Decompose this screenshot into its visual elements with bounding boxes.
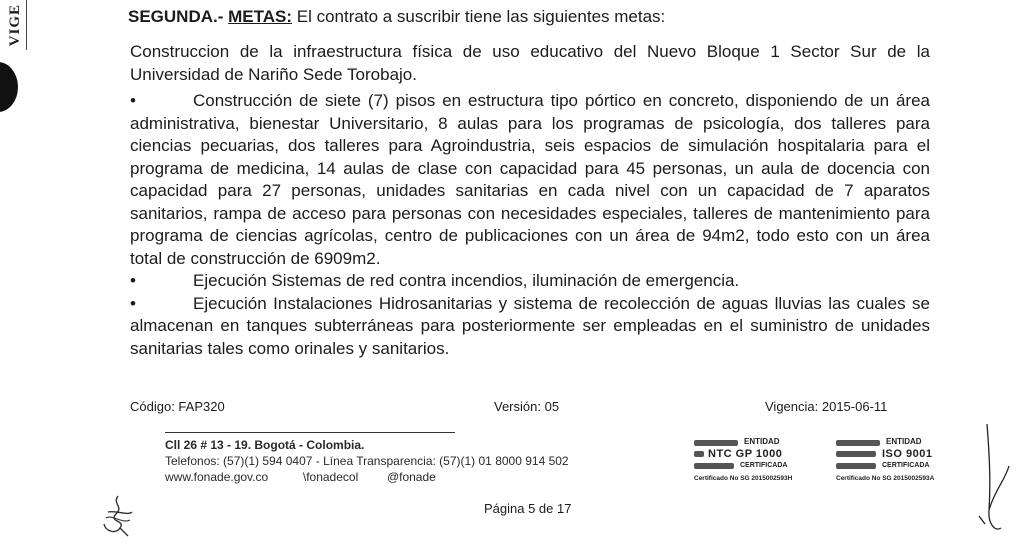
goal-item-3: [130, 293, 930, 361]
seal-logo-bar: [694, 463, 734, 469]
bullet-icon: •: [130, 91, 136, 110]
seal-certificate-number: Certificado No SG 2015002593H: [694, 475, 793, 482]
goal-text-3: Ejecución Instalaciones Hidrosanitarias y sistema de recolección de aguas lluvias las cuales se almacenan en tanques subterráneas para posteriormente ser empleadas en el suministro de unidades sanitarias tales como orinales y sanitarios.: [130, 293, 930, 358]
seal-entidad: ENTIDAD: [744, 437, 780, 446]
seal-logo-bar: [836, 451, 876, 457]
goals-list: [130, 90, 930, 360]
document-validity: Vigencia: 2015-06-11: [765, 399, 888, 414]
seal-logo-bar: [836, 440, 880, 446]
seal-entidad: ENTIDAD: [886, 437, 922, 446]
margin-initials-mark: [975, 420, 1015, 540]
heading-rest: El contrato a suscribir tiene las siguientes metas:: [292, 7, 666, 26]
goal-text-1: Construcción de siete (7) pisos en estructura tipo pórtico en concreto, disponiendo de un área administrativa, bienestar Universitario, 8 aulas para los programas de psicología, dos talleres para ciencias pecuarias, dos talleres para Agroindustria, seis espacios de simulación hospitalaria para el programa de medicina, 14 aulas de clase con capacidad para 45 personas, un aula de docencia con capacidad para 27 personas, unidades sanitarias en cada nivel con un capacidad de 7 aparatos sanitarios, rampa de acceso para personas con necesidades especiales, talleres de mantenimiento para programa de ciencias agrícolas, centro de publicaciones con un área de 94m2, todo esto con un área total de construcción de 6909m2.: [130, 91, 930, 268]
seal-certificada: CERTIFICADA: [882, 462, 930, 469]
signature-mark: [98, 494, 138, 538]
website-link[interactable]: www.fonade.gov.co: [165, 470, 269, 484]
seal-logo-bar: [694, 440, 738, 446]
address-line: Cll 26 # 13 - 19. Bogotá - Colombia.: [165, 438, 365, 452]
seal-logo-bar: [836, 463, 876, 469]
social-handle-2: @fonade: [386, 470, 436, 484]
punch-hole: [0, 62, 18, 112]
intro-paragraph: Construccion de la infraestructura física de uso educativo del Nuevo Bloque 1 Sector Sur de la Universidad de Nariño Sede Torobajo.: [130, 42, 930, 84]
goal-item-2: [130, 270, 930, 293]
social-handle-1: \fonadecol: [302, 470, 359, 484]
seal-norma: NTC GP 1000: [708, 448, 783, 460]
page-number: Página 5 de 17: [484, 501, 572, 516]
document-code: Código: FAP320: [130, 399, 225, 414]
seal-logo-bar: [694, 451, 704, 457]
seal-certificate-number: Certificado No SG 2015002593A: [836, 475, 935, 482]
footer-address-block: [165, 437, 645, 485]
bullet-icon: •: [130, 293, 136, 313]
web-line: [165, 469, 645, 485]
footer-divider: [165, 432, 455, 433]
edge-stamp: [2, 0, 27, 50]
goal-text-2: Ejecución Sistemas de red contra incendios, iluminación de emergencia.: [193, 271, 740, 290]
phones-line: Telefonos: (57)(1) 594 0407 - Línea Transparencia: (57)(1) 01 8000 914 502: [165, 454, 569, 468]
document-version: Versión: 05: [494, 399, 560, 414]
goal-item-1: [130, 90, 930, 270]
heading-metas: METAS:: [228, 7, 293, 26]
edge-stamp-text: VIGE: [7, 4, 23, 47]
seal-norma: ISO 9001: [882, 448, 933, 460]
bullet-icon: •: [130, 271, 136, 290]
seal-certificada: CERTIFICADA: [740, 462, 788, 469]
section-heading: [128, 5, 928, 29]
heading-prefix: SEGUNDA.-: [128, 7, 229, 26]
